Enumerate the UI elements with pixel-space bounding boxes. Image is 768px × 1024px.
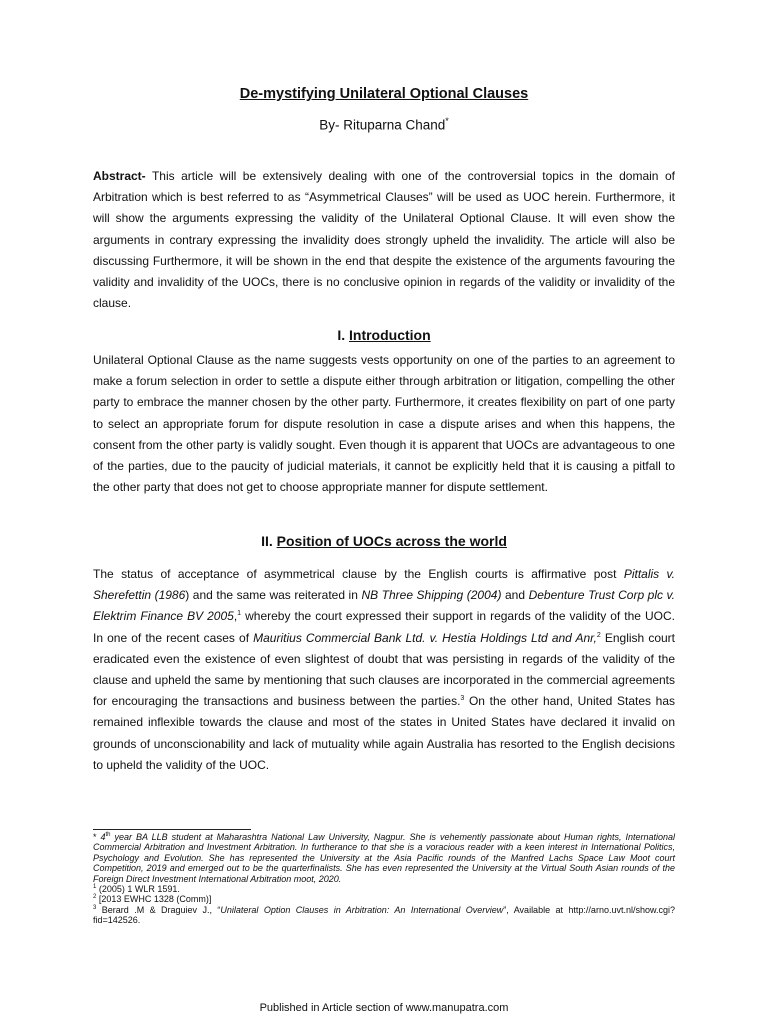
abstract-paragraph: [93, 166, 675, 314]
body-text: and: [501, 588, 529, 603]
footnote-mark: 3: [93, 904, 97, 911]
case-name: Mauritius Commercial Bank Ltd. v. Hestia Holdings Ltd and Anr,: [253, 630, 597, 645]
introduction-paragraph: Unilateral Optional Clause as the name suggests vests opportunity on one of the parties to an agreement to make a forum selection in order to settle a dispute either through arbitration or litigation, compelling the other party to embrace the manner chosen by the other party. Furthermore, it creates flexibility on part of one party to select an appropriate forum for dispute resolution in case a dispute arises and when this happens, the consent from the other party is validly sought. Even though it is apparent that UOCs are advantageous to one of the parties, due to the paucity of judicial materials, it cannot be explicitly held that it is causing a pitfall to the other party that does not get to choose appropriate manner for dispute settlement.: [93, 353, 675, 495]
section-heading-introduction: [0, 327, 768, 343]
footnote-3: [93, 905, 675, 926]
section-heading-position: [0, 533, 768, 549]
section-number: I.: [337, 327, 349, 343]
footnote-mark: 2: [93, 894, 97, 901]
footnote-mark: *: [93, 832, 97, 842]
section-title: Position of UOCs across the world: [276, 533, 507, 549]
footnote-2: [93, 894, 675, 904]
section-number: II.: [261, 533, 277, 549]
footnote-text: year BA LLB student at Maharashtra National Law University, Nagpur. She is vehemently passionate about Human rights, International Commercial Arbitration and Investment Arbitration. In furtherance to that she is a voracious reader with a keen interest in International Politics, Psychology and Evolution. She has represented the University at the Asia Pacific rounds of the Manfred Lachs Space Law Moot court Competition, 2019 and emerged out to be the quarterfinalists. She has even represented the University at the Virtual South Asian rounds of the Foreign Direct Investment International Arbitration moot, 2020.: [93, 832, 675, 884]
footnote-source-title: Unilateral Option Clauses in Arbitration: An International Overview: [220, 904, 504, 915]
author-footnote-mark: *: [445, 116, 449, 126]
page-footer: Published in Article section of www.manupatra.com: [259, 1002, 509, 1014]
ordinal-suffix: th: [105, 832, 111, 838]
footnote-text: 4: [96, 832, 106, 842]
abstract-text: This article will be extensively dealing with one of the controversial topics in the domain of Arbitration which is best referred to as “Asymmetrical Clauses” will be used as UOC herein. Furthermore, it will show the arguments expressing the validity of the Unilateral Optional Clause. It will even show the arguments in contrary expressing the invalidity does strongly upheld the invalidity. The article will also be discussing Furthermore, it will be shown in the end that despite the existence of the arguments favouring the validity and invalidity of the UOCs, there is no conclusive opinion in regards of the validity or invalidity of the clause.: [93, 169, 675, 311]
author-line: [0, 116, 768, 133]
footnote-ref: 2: [596, 631, 601, 639]
author-name: By- Rituparna Chand: [319, 117, 446, 133]
section-title: Introduction: [349, 327, 431, 343]
body-text: On the other hand, United States has remained inflexible towards the clause and most of the states in United States have declared it invalid on grounds of unconscionability and lack of mutuality while again Australia has resorted to the English decisions to upheld the validity of the UOC.: [93, 694, 675, 772]
body-text: English court eradicated even the existence of even slightest of doubt that was persisting in regards of the validity of the clause and upheld the same by mentioning that such clauses are incorporated in the commercial agreements for encouraging the transactions and business between the parties.: [93, 630, 676, 709]
case-name: Debenture Trust Corp plc v. Elektrim Finance BV 2005: [93, 588, 675, 624]
case-name: Pittalis v. Sherefettin (1986: [93, 567, 675, 603]
footnote-text: ”, Available at http://arno.uvt.nl/show.cgi?fid=142526.: [93, 904, 675, 926]
abstract-label: Abstract-: [93, 169, 146, 183]
case-name: NB Three Shipping (2004): [361, 588, 502, 603]
footnote-ref: 1: [237, 610, 242, 618]
body-text: The status of acceptance of asymmetrical clause by the English courts is affirmative post: [93, 567, 624, 581]
footnote-divider: [93, 829, 251, 830]
body-text: ) and the same was reiterated in: [185, 588, 362, 603]
footnote-text: Berard .M & Draguiev J., “: [96, 904, 221, 915]
body-text: whereby the court expressed their support in regards of the validity of the UOC. In one of the recent cases of: [93, 609, 676, 645]
footnotes: [93, 832, 675, 926]
footnote-1: [93, 884, 675, 894]
footnote-text: (2005) 1 WLR 1591.: [96, 884, 180, 895]
footnote-text: [2013 EWHC 1328 (Comm)]: [96, 894, 212, 905]
footnote-ref: 3: [460, 695, 465, 703]
position-paragraph: [93, 564, 675, 776]
footnote-author: [93, 832, 675, 884]
document-title: De-mystifying Unilateral Optional Clauses: [239, 86, 529, 102]
footnote-mark: 1: [93, 884, 97, 891]
body-text: ,: [233, 609, 238, 624]
